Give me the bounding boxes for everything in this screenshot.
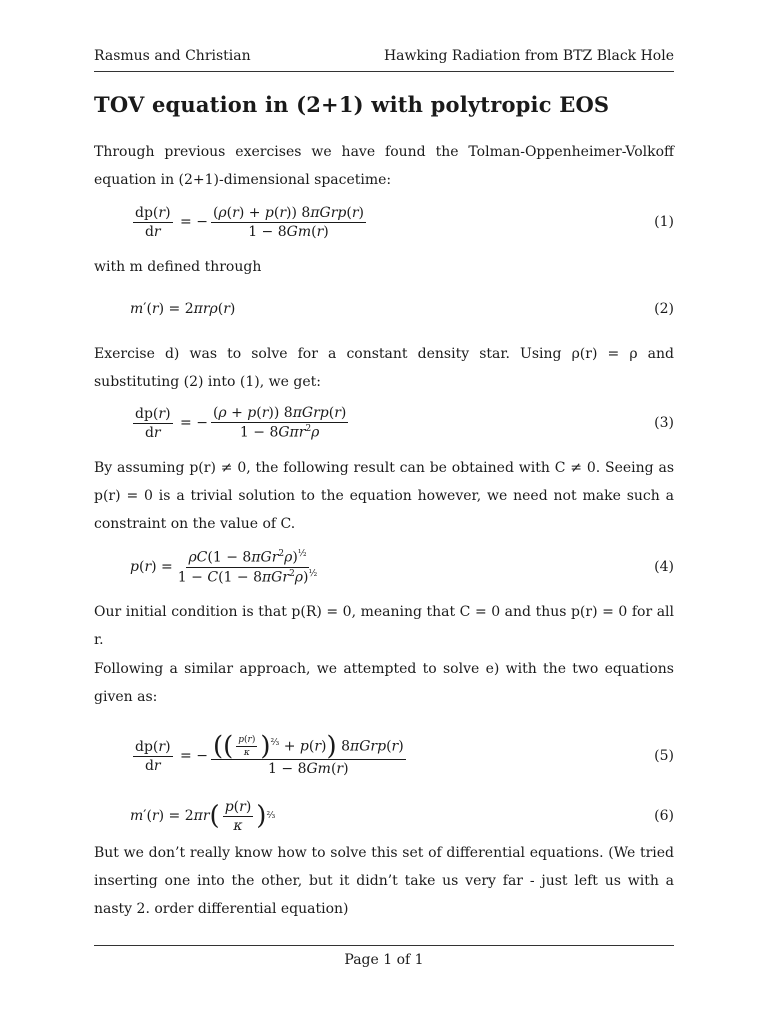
- paragraph-m-definition: with m defined through: [94, 259, 262, 275]
- paragraph-conclusion: But we don’t really know how to solve this set of differential equations. (We tried inserting one into the other, but it didn’t take us very far - just left us with a nasty 2. order differential equation): [94, 845, 674, 917]
- equation-3: $\frac{dp(r)}{dr}$ = − $\frac{\text{(ρ + p(r)) 8πGrp(r)}}{1 - 8G\pi r^2\rho}$ (3): [135, 405, 674, 441]
- equation-2: m′(r) = 2πrρ(r) (2): [130, 301, 674, 317]
- document-page: [94, 0, 674, 1024]
- equation-4-number: (4): [654, 559, 674, 575]
- equation-1: $\frac{dp(r)}{dr}$ = − $\frac{\text{(ρ(r) + p(r)) 8πGrp(r)}}{1 - 8Gm(r)}$ (1): [135, 204, 674, 240]
- footer-rule: [94, 945, 674, 946]
- paragraph-similar-approach: Following a similar approach, we attempted to solve e) with the two equations given as:: [94, 661, 674, 705]
- equation-2-number: (2): [654, 301, 674, 317]
- paragraph-assumption: By assuming p(r) ≠ 0, the following result can be obtained with C ≠ 0. Seeing as p(r) = 0 is a trivial solution to the equation however, we need not make such a constraint on the value of C.: [94, 460, 674, 532]
- header-title: Hawking Radiation from BTZ Black Hole: [383, 48, 674, 64]
- paragraph-intro: Through previous exercises we have found the Tolman-Oppenheimer-Volkoff equation in (2+1)-dimensional spacetime:: [94, 144, 674, 188]
- page-number: Page 1 of 1: [344, 952, 424, 968]
- equation-3-number: (3): [654, 415, 674, 431]
- paragraph-initial-condition: Our initial condition is that p(R) = 0, meaning that C = 0 and thus p(r) = 0 for all r.: [94, 604, 674, 648]
- paragraph-constant-density: Exercise d) was to solve for a constant density star. Using ρ(r) = ρ and substituting (2) into (1), we get:: [94, 346, 674, 390]
- equation-1-number: (1): [654, 214, 674, 230]
- equation-6-number: (6): [654, 808, 674, 824]
- equation-6: m′(r) = 2πr ( $\frac{p(r)}{\kappa}$ ) ⅔ (6): [130, 798, 674, 834]
- header-rule: [94, 71, 674, 72]
- section-title: TOV equation in (2+1) with polytropic EOS: [94, 92, 610, 117]
- equation-5: $\frac{dp(r)}{dr}$ = − (( $\frac{p(r)}{\kappa}$ )$^{\frac{2}{3}}$ + p(r)) 8πGrp(r) 1 − 8Gm(r) (5): [135, 731, 674, 777]
- header-authors: Rasmus and Christian: [94, 48, 251, 64]
- equation-5-number: (5): [654, 748, 674, 764]
- equation-4: p(r) = $\frac{\rho C(1 - 8\pi Gr^2\rho)^{\frac{1}{2}}}{1 - C(1 - 8\pi Gr^2\rho)^{\frac{1}{2}}}$ (4): [130, 548, 674, 586]
- running-header: [94, 48, 674, 64]
